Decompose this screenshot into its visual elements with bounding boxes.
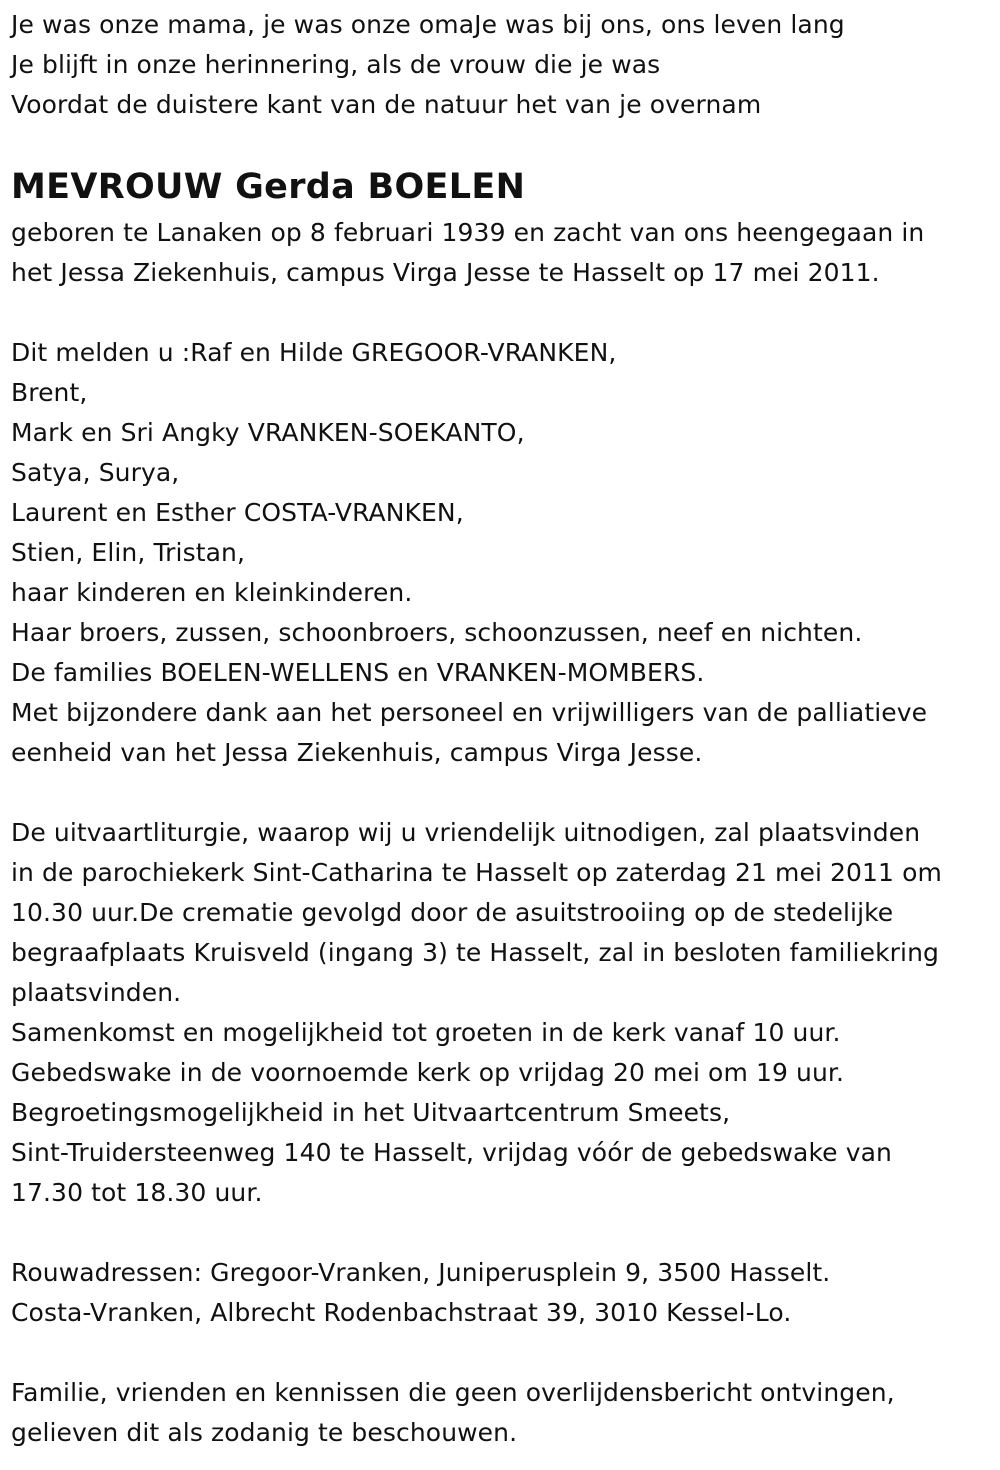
ceremony-line: Begroetingsmogelijkheid in het Uitvaartcentrum Smeets, (11, 1098, 731, 1127)
announcer-line: Laurent en Esther COSTA-VRANKEN, (11, 498, 464, 527)
obituary-notice (11, 5, 996, 1453)
ceremony-line: Samenkomst en mogelijkheid tot groeten in de kerk vanaf 10 uur. (11, 1018, 841, 1047)
poem-line: Voordat de duistere kant van de natuur het van je overnam (11, 90, 762, 119)
spacer (11, 125, 996, 165)
ceremony-line: 10.30 uur.De crematie gevolgd door de asuitstrooiing op de stedelijke (11, 898, 894, 927)
announcer-line: Dit melden u :Raf en Hilde GREGOOR-VRANKEN, (11, 338, 617, 367)
ceremony-line: De uitvaartliturgie, waarop wij u vriendelijk uitnodigen, zal plaatsvinden (11, 818, 921, 847)
spacer (11, 773, 996, 813)
announcer-line: Met bijzondere dank aan het personeel en vrijwilligers van de palliatieve (11, 698, 928, 727)
birth-line: geboren te Lanaken op 8 februari 1939 en zacht van ons heengegaan in (11, 218, 925, 247)
announcers (11, 333, 996, 773)
poem (11, 5, 996, 125)
spacer (11, 293, 996, 333)
announcer-line: Haar broers, zussen, schoonbroers, schoonzussen, neef en nichten. (11, 618, 863, 647)
announcer-line: Brent, (11, 378, 88, 407)
poem-line: Je was onze mama, je was onze omaJe was bij ons, ons leven lang (11, 10, 845, 39)
announcer-line: De families BOELEN-WELLENS en VRANKEN-MOMBERS. (11, 658, 705, 687)
closing-line: Familie, vrienden en kennissen die geen overlijdensbericht ontvingen, (11, 1378, 895, 1407)
closing-line: gelieven dit als zodanig te beschouwen. (11, 1418, 518, 1447)
ceremony-line: plaatsvinden. (11, 978, 182, 1007)
closing-note (11, 1373, 996, 1453)
deceased-name: MEVROUW Gerda BOELEN (11, 167, 526, 207)
announcer-line: haar kinderen en kleinkinderen. (11, 578, 413, 607)
ceremony-line: Gebedswake in de voornoemde kerk op vrijdag 20 mei om 19 uur. (11, 1058, 845, 1087)
address-line: Costa-Vranken, Albrecht Rodenbachstraat 39, 3010 Kessel-Lo. (11, 1298, 792, 1327)
ceremony-line: 17.30 tot 18.30 uur. (11, 1178, 263, 1207)
birth-line: het Jessa Ziekenhuis, campus Virga Jesse te Hasselt op 17 mei 2011. (11, 258, 880, 287)
address-line: Rouwadressen: Gregoor-Vranken, Juniperusplein 9, 3500 Hasselt. (11, 1258, 831, 1287)
announcer-line: Satya, Surya, (11, 458, 180, 487)
ceremony-line: in de parochiekerk Sint-Catharina te Hasselt op zaterdag 21 mei 2011 om (11, 858, 942, 887)
ceremony-line: begraafplaats Kruisveld (ingang 3) te Hasselt, zal in besloten familiekring (11, 938, 939, 967)
announcer-line: eenheid van het Jessa Ziekenhuis, campus Virga Jesse. (11, 738, 703, 767)
ceremony-info (11, 813, 996, 1213)
birth-death-info (11, 213, 996, 293)
poem-line: Je blijft in onze herinnering, als de vrouw die je was (11, 50, 661, 79)
ceremony-line: Sint-Truidersteenweg 140 te Hasselt, vrijdag vóór de gebedswake van (11, 1138, 892, 1167)
spacer (11, 1333, 996, 1373)
announcer-line: Mark en Sri Angky VRANKEN-SOEKANTO, (11, 418, 525, 447)
announcer-line: Stien, Elin, Tristan, (11, 538, 246, 567)
mourning-addresses (11, 1253, 996, 1333)
spacer (11, 1213, 996, 1253)
